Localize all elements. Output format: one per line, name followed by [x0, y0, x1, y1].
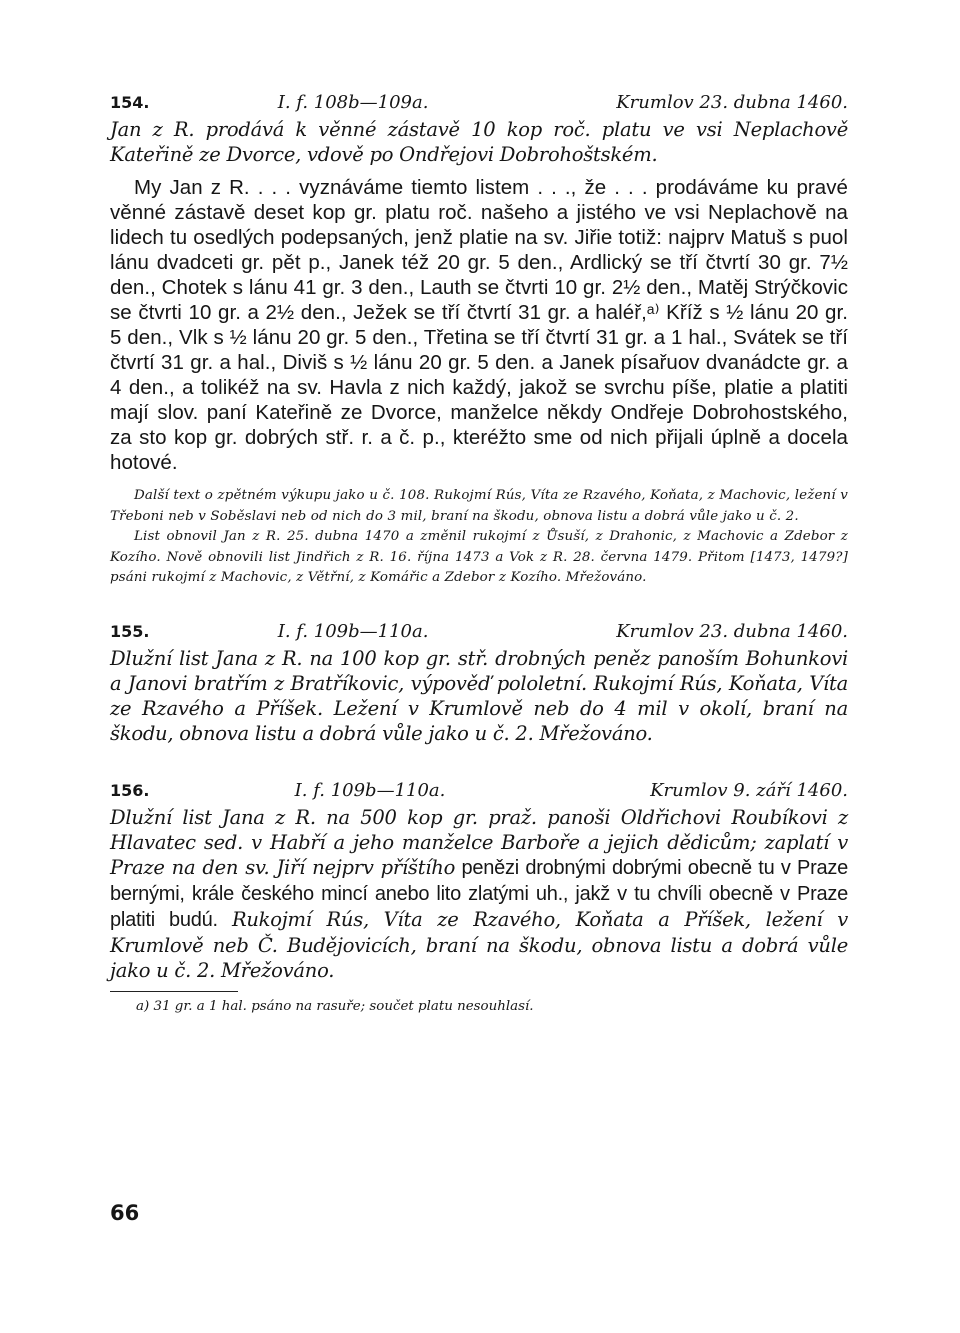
entry-summary-roman: penězi drobnými dobrými obecně tu v Praze bernými, krále českého mincí anebo lito zlatými uh., jakž v tu chvíli obecně v Praze platiti budú.: [110, 856, 849, 931]
document-page: [110, 92, 848, 1016]
entry-note: List obnovil Jan z R. 25. dubna 1470 a změnil rukojmí z Ůsuší, z Drahonic, z Machovic a Zdebor z Kozího. Nově obnovili list Jindřich z R. 16. října 1473 a Vok z R. 28. června 1479. Přitom [1473, 1479?] psáni rukojmí z Machovic, z Větřní, z Komářic a Zdebor z Kozího. Mřežováno.: [110, 529, 848, 585]
entry-place-date: Krumlov 23. dubna 1460.: [616, 620, 848, 642]
entry-header: [110, 780, 848, 801]
entry-summary: [110, 805, 848, 983]
entry-folio: I. f. 108b—109a.: [277, 92, 429, 113]
entry-place-date: Krumlov 23. dubna 1460.: [616, 92, 848, 113]
entry-place-date: Krumlov 9. září 1460.: [650, 779, 848, 801]
entry-header: [110, 92, 848, 113]
footnote-divider: [110, 991, 238, 992]
entry-body: My Jan z R. . . . vyznáváme tiemto listem . . ., že . . . prodáváme ku pravé věnné zástavě deset kop gr. platu roč. našeho a jistého ve vsi Neplachově na lidech tu osedlých podepsaných, jenž platie na sv. Jiřie totiž: najprv Matuš s puol lánu dvadceti gr. pět p., Janek též 20 gr. 5 den., Ardlický se tří čtvrtí 30 gr. 7½ den., Chotek s lánu 41 gr. 3 den., Lauth se čtvrti 10 gr. 2½ den., Matěj Strýčkovic se čtvrti 10 gr. a 2½ den., Ježek se tří čtvrtí 31 gr. a haléř,ᵃ⁾ Kříž s ½ lánu 20 gr. 5 den., Vlk s ½ lánu 20 gr. 5 den., Třetina se tří čtvrtí 31 gr. a 1 hal., Svátek se tří čtvrtí 31 gr. a hal., Diviš s ½ lánu 20 gr. 5 den. a Janek písařuov dvanádcte gr. a 4 den., a tolikéž na sv. Havla z nich každý, jakož se svrchu píše, platie a platiti mají slov. paní Kateřině ze Dvorce, manželce někdy Ondřeje Dobrohostského, za sto kop gr. dobrých stř. r. a č. p., kteréžto sme od nich přijali úplně a docela hotové.: [110, 176, 848, 474]
entry-number: 155.: [110, 621, 150, 641]
entry-154: [110, 92, 848, 589]
entry-number: 156.: [110, 780, 150, 800]
entry-folio: I. f. 109b—110a.: [277, 620, 429, 642]
entry-note: Další text o zpětném výkupu jako u č. 108. Rukojmí Rús, Víta ze Rzavého, Koňata, z Machovic, ležení v Třeboni neb v Soběslavi neb od nich do 3 mil, braní na škodu, obnova listu a dobrá vůle jako u č. 2.: [110, 488, 848, 524]
entry-156: [110, 780, 848, 983]
entry-summary-italic: Dlužní list Jana z R. na 500 kop gr. praž. panoši Oldřichovi Roubíkovi z Hlavatec sed. v Habří a jeho manželce Barboře a jejich dědicům; zaplatí v Praze na den sv. Jiří nejprv příštího: [110, 805, 848, 879]
entry-summary: Jan z R. prodává k věnné zástavě 10 kop roč. platu ve vsi Neplachově Kateřině ze Dvorce, vdově po Ondřejovi Dobrohoštském.: [110, 118, 848, 166]
entry-summary-italic: Rukojmí Rús, Víta ze Rzavého, Koňata a Příšek, ležení v Krumlově neb Č. Budějovicích, braní na škodu, obnova listu a dobrá vůle jako u č. 2. Mřežováno.: [110, 907, 849, 982]
entry-number: 154.: [110, 93, 150, 112]
entry-header: [110, 621, 848, 642]
page-number: 66: [110, 1201, 140, 1225]
entry-155: [110, 621, 848, 746]
entry-folio: I. f. 109b—110a.: [294, 779, 446, 801]
entry-notes: [110, 486, 848, 589]
entry-summary: Dlužní list Jana z R. na 100 kop gr. stř. drobných peněz panoším Bohunkovi a Janovi bratřím z Bratříkovic, výpověď pololetní. Rukojmí Rús, Koňata, Víta ze Rzavého a Příšek. Ležení v Krumlově neb do 4 mil v okolí, braní na škodu, obnova listu a dobrá vůle jako u č. 2. Mřežováno.: [110, 646, 848, 745]
footnote: a) 31 gr. a 1 hal. psáno na rasuře; součet platu nesouhlasí.: [136, 998, 534, 1014]
